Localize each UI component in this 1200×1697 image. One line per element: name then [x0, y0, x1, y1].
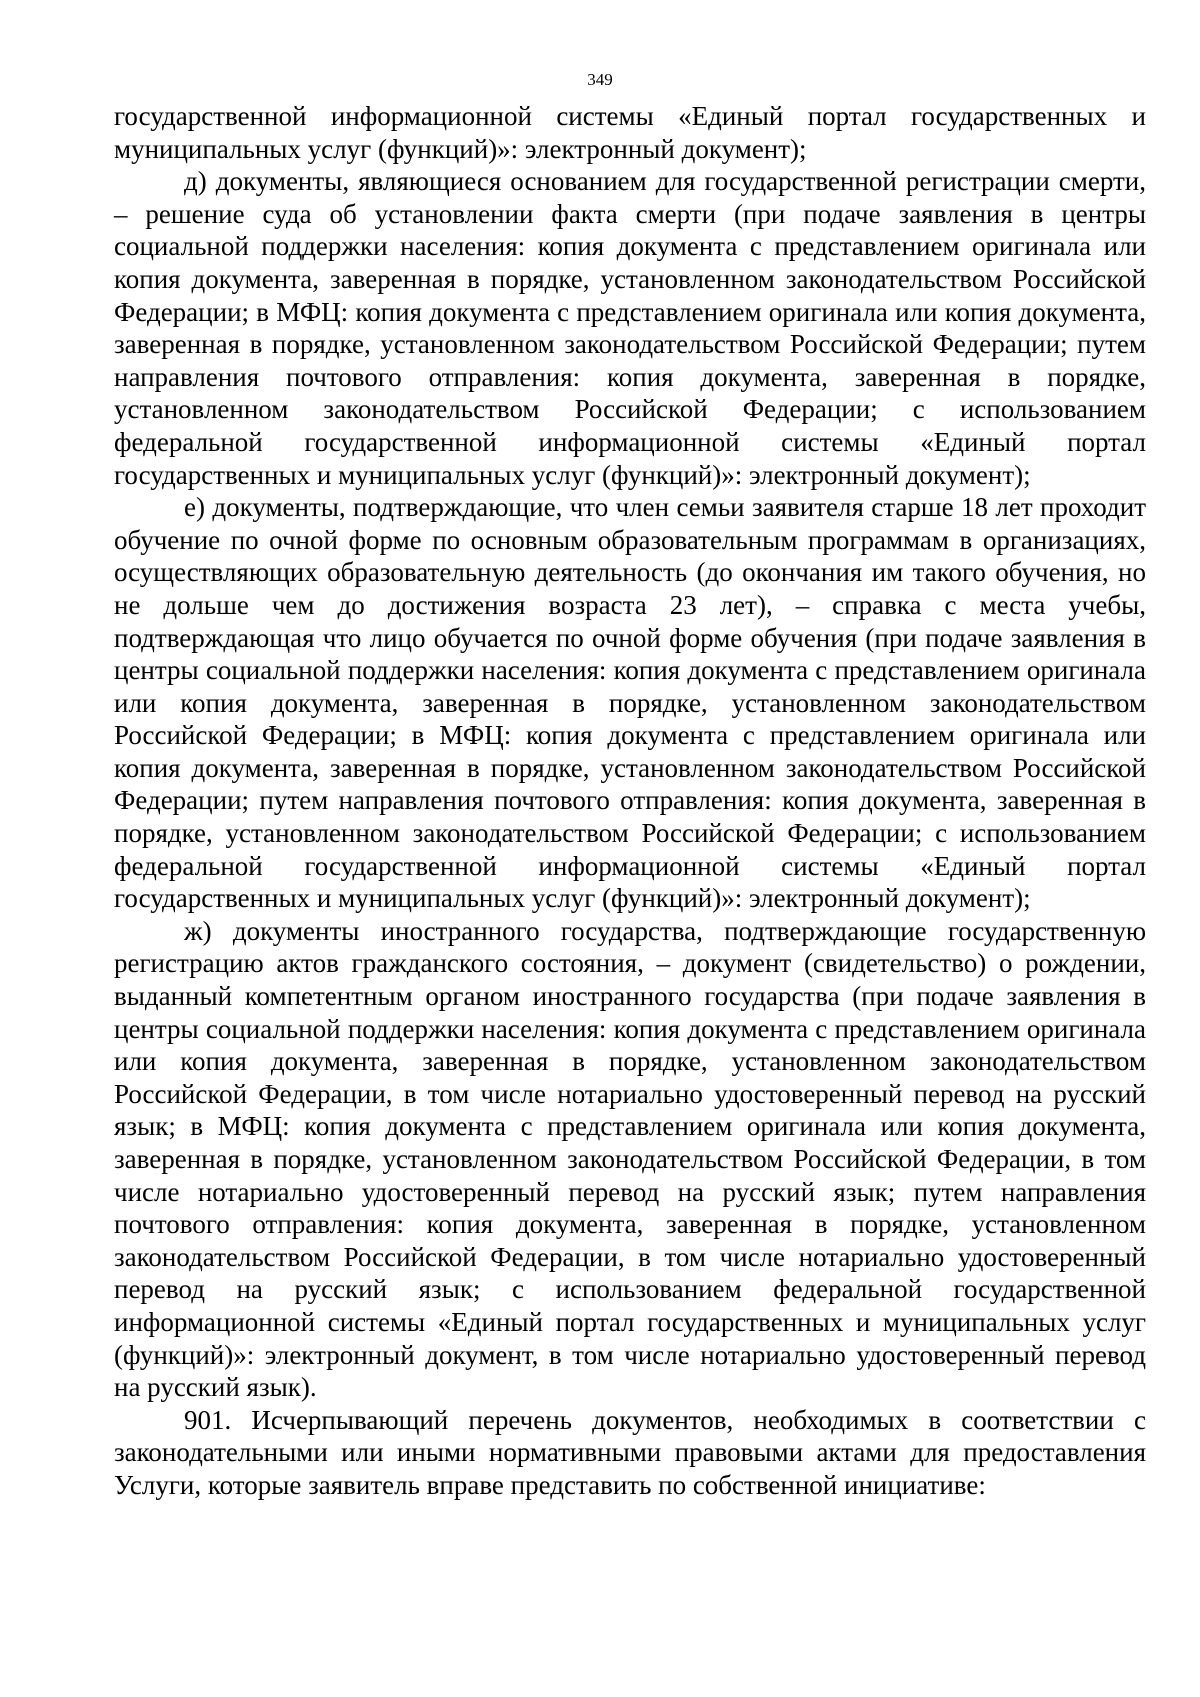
paragraph-item-zh: ж) документы иностранного государства, подтверждающие государственную регистрацию актов гражданского состояния, – документ (свидетельство) о рождении, выданный компетентным органом иностранного государства (при подаче заявления в центры социальной поддержки населения: копия документа с представлением оригинала или копия документа, заверенная в порядке, установленном законодательством Российской Федерации, в том числе нотариально удостоверенный перевод на русский язык; в МФЦ: копия документа с представлением оригинала или копия документа, заверенная в порядке, установленном законодательством Российской Федерации, в том числе нотариально удостоверенный перевод на русский язык; путем направления почтового отправления: копия документа, заверенная в порядке, установленном законодательством Российской Федерации, в том числе нотариально удостоверенный перевод на русский язык; с использованием федеральной государственной информационной системы «Единый портал государственных и муниципальных услуг (функций)»: электронный документ, в том числе нотариально удостоверенный перевод на русский язык). — [114, 915, 1146, 1403]
document-body — [114, 100, 1146, 1502]
paragraph-item-e: е) документы, подтверждающие, что член семьи заявителя старше 18 лет проходит обучение по очной форме по основным образовательным программам в организациях, осуществляющих образовательную деятельность (до окончания им такого обучения, но не дольше чем до достижения возраста 23 лет), – справка с места учебы, подтверждающая что лицо обучается по очной форме обучения (при подаче заявления в центры социальной поддержки населения: копия документа с представлением оригинала или копия документа, заверенная в порядке, установленном законодательством Российской Федерации; в МФЦ: копия документа с представлением оригинала или копия документа, заверенная в порядке, установленном законодательством Российской Федерации; путем направления почтового отправления: копия документа, заверенная в порядке, установленном законодательством Российской Федерации; с использованием федеральной государственной информационной системы «Единый портал государственных и муниципальных услуг (функций)»: электронный документ); — [114, 492, 1146, 914]
paragraph-clause-901: 901. Исчерпывающий перечень документов, необходимых в соответствии с законодательными или иными нормативными правовыми актами для предоставления Услуги, которые заявитель вправе представить по собственной инициативе: — [114, 1404, 1146, 1500]
paragraph-continuation: государственной информационной системы «Единый портал государственных и муниципальных услуг (функций)»: электронный документ); — [114, 101, 1146, 164]
paragraph-item-d: д) документы, являющиеся основанием для государственной регистрации смерти, – решение суда об установлении факта смерти (при подаче заявления в центры социальной поддержки населения: копия документа с представлением оригинала или копия документа, заверенная в порядке, установленном законодательством Российской Федерации; в МФЦ: копия документа с представлением оригинала или копия документа, заверенная в порядке, установленном законодательством Российской Федерации; путем направления почтового отправления: копия документа, заверенная в порядке, установленном законодательством Российской Федерации; с использованием федеральной государственной информационной системы «Единый портал государственных и муниципальных услуг (функций)»: электронный документ); — [114, 166, 1146, 490]
page-number: 349 — [587, 70, 613, 89]
